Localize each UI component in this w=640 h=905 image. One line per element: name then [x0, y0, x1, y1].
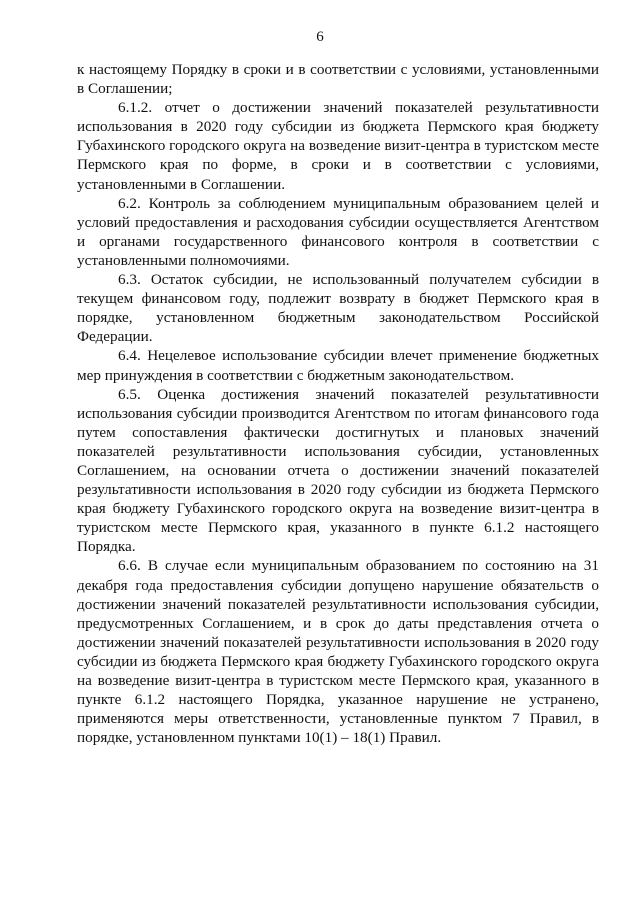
paragraph-6-3: 6.3. Остаток субсидии, не использованный получателем субсидии в текущем финансовом году, подлежит возврату в бюджет Пермского края в порядке, установленном бюджетным законодательством Российской Федерации.	[77, 271, 599, 346]
paragraph-6-5: 6.5. Оценка достижения значений показателей результативности использования субсидии производится Агентством по итогам финансового года путем сопоставления фактически достигнутых и плановых значений показателей результативности использования субсидии, установленных Соглашением, на основании отчета о достижении значений показателей результативности использования в 2020 году субсидии из бюджета Пермского края бюджету Губахинского городского округа на возведение визит-центра в туристском месте Пермского края, указанного в пункте 6.1.2 настоящего Порядка.	[77, 385, 599, 556]
paragraph-6-6: 6.6. В случае если муниципальным образованием по состоянию на 31 декабря года предоставления субсидии допущено нарушение обязательств о достижении значений показателей результативности использования субсидии, предусмотренных Соглашением, и в срок до даты представления отчета о достижении значений показателей результативности использования в 2020 году субсидии из бюджета Пермского края бюджету Губахинского городского округа на возведение визит-центра в туристском месте Пермского края, указанного в пункте 6.1.2 настоящего Порядка, указанное нарушение не устранено, применяются меры ответственности, установленные пунктом 7 Правил, в порядке, установленном пунктами 10(1) – 18(1) Правил.	[77, 557, 599, 747]
document-body	[77, 60, 599, 747]
paragraph-continuation: к настоящему Порядку в сроки и в соответствии с условиями, установленными в Соглашении;	[77, 61, 599, 98]
page-number: 6	[316, 29, 324, 45]
paragraph-6-1-2: 6.1.2. отчет о достижении значений показателей результативности использования в 2020 году субсидии из бюджета Пермского края бюджету Губахинского городского округа на возведение визит-центра в туристском месте Пермского края по форме, в сроки и в соответствии с условиями, установленными в Соглашении.	[77, 99, 599, 193]
paragraph-6-2: 6.2. Контроль за соблюдением муниципальным образованием целей и условий предоставления и расходования субсидии осуществляется Агентством и органами государственного финансового контроля в соответствии с установленными полномочиями.	[77, 194, 599, 269]
paragraph-6-4: 6.4. Нецелевое использование субсидии влечет применение бюджетных мер принуждения в соответствии с бюджетным законодательством.	[77, 347, 599, 384]
